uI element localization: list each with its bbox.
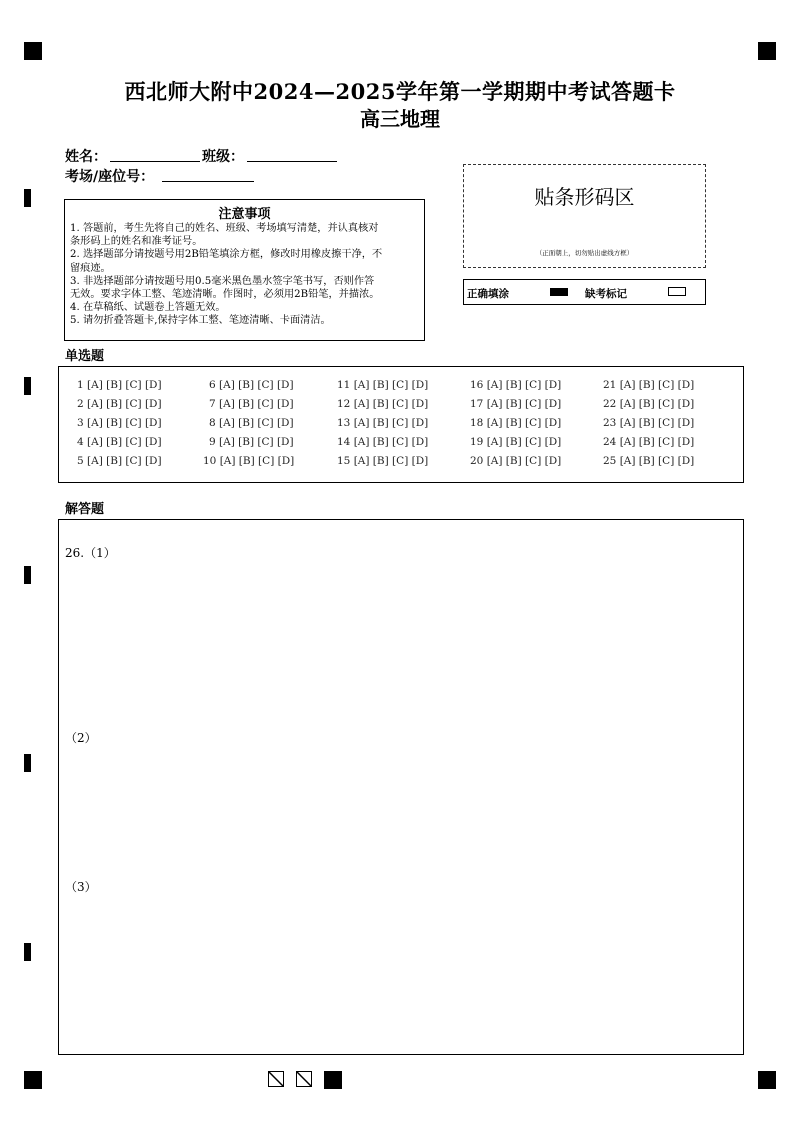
class-field[interactable] bbox=[247, 161, 337, 162]
q26-part3-label: （3） bbox=[65, 880, 97, 894]
name-label: 姓名： bbox=[65, 149, 107, 165]
timing-mark bbox=[24, 943, 31, 961]
correct-fill-sample bbox=[550, 288, 568, 296]
notice-line: 3. 非选择题部分请按题号用0.5毫米黑色墨水签字笔书写，否则作答 bbox=[70, 275, 375, 287]
mc-item[interactable]: 19 [A] [B] [C] [D] bbox=[470, 436, 562, 448]
mc-item[interactable]: 1 [A] [B] [C] [D] bbox=[77, 379, 162, 391]
mc-section-label: 单选题 bbox=[65, 349, 105, 364]
mc-item[interactable]: 6 [A] [B] [C] [D] bbox=[209, 379, 294, 391]
answer-box[interactable] bbox=[58, 519, 744, 1055]
absent-mark-box[interactable] bbox=[668, 287, 686, 296]
notice-box bbox=[64, 199, 425, 341]
q26-part1-label: 26.（1） bbox=[65, 546, 116, 560]
mc-item[interactable]: 25 [A] [B] [C] [D] bbox=[603, 455, 695, 467]
q26-part2-label: （2） bbox=[65, 731, 97, 745]
timing-mark bbox=[24, 754, 31, 772]
mc-item[interactable]: 12 [A] [B] [C] [D] bbox=[337, 398, 429, 410]
timing-mark bbox=[24, 377, 31, 395]
mc-item[interactable]: 2 [A] [B] [C] [D] bbox=[77, 398, 162, 410]
mc-item[interactable]: 3 [A] [B] [C] [D] bbox=[77, 417, 162, 429]
page-hatch-mark bbox=[268, 1071, 284, 1087]
mc-item[interactable]: 23 [A] [B] [C] [D] bbox=[603, 417, 695, 429]
seat-label: 考场/座位号： bbox=[65, 169, 155, 185]
answer-section-label: 解答题 bbox=[65, 502, 105, 517]
mc-item[interactable]: 24 [A] [B] [C] [D] bbox=[603, 436, 695, 448]
timing-mark bbox=[24, 189, 31, 207]
mc-item[interactable]: 18 [A] [B] [C] [D] bbox=[470, 417, 562, 429]
notice-line: 无效。要求字体工整、笔迹清晰。作图时，必须用2B铅笔，并描浓。 bbox=[70, 289, 380, 301]
mc-item[interactable]: 4 [A] [B] [C] [D] bbox=[77, 436, 162, 448]
mc-item[interactable]: 5 [A] [B] [C] [D] bbox=[77, 455, 162, 467]
barcode-note: （正面朝上，切勿贴出虚线方框） bbox=[535, 249, 634, 257]
notice-body bbox=[65, 222, 424, 328]
absent-mark-label: 缺考标记 bbox=[585, 288, 627, 300]
mc-item[interactable]: 22 [A] [B] [C] [D] bbox=[603, 398, 695, 410]
barcode-title: 贴条形码区 bbox=[534, 185, 635, 209]
registration-mark-bottom-left bbox=[24, 1071, 42, 1089]
notice-line: 5. 请勿折叠答题卡,保持字体工整、笔迹清晰、卡面清洁。 bbox=[70, 315, 331, 327]
mc-item[interactable]: 17 [A] [B] [C] [D] bbox=[470, 398, 562, 410]
seat-field[interactable] bbox=[162, 181, 254, 182]
notice-line: 2. 选择题部分请按题号用2B铅笔填涂方框，修改时用橡皮擦干净，不 bbox=[70, 249, 383, 261]
registration-mark-top-left bbox=[24, 42, 42, 60]
mc-item[interactable]: 16 [A] [B] [C] [D] bbox=[470, 379, 562, 391]
page-solid-mark bbox=[324, 1071, 342, 1089]
name-field[interactable] bbox=[110, 161, 200, 162]
mc-item[interactable]: 11 [A] [B] [C] [D] bbox=[337, 379, 429, 391]
timing-mark bbox=[24, 566, 31, 584]
page-hatch-mark bbox=[296, 1071, 312, 1087]
mc-item[interactable]: 7 [A] [B] [C] [D] bbox=[209, 398, 294, 410]
fill-legend bbox=[463, 279, 706, 305]
notice-line: 4. 在草稿纸、试题卷上答题无效。 bbox=[70, 302, 226, 314]
mc-item[interactable]: 9 [A] [B] [C] [D] bbox=[209, 436, 294, 448]
notice-title: 注意事项 bbox=[218, 207, 271, 222]
mc-item[interactable]: 14 [A] [B] [C] [D] bbox=[337, 436, 429, 448]
notice-line: 1. 答题前，考生先将自己的姓名、班级、考场填写清楚，并认真核对 bbox=[70, 223, 379, 234]
mc-item[interactable]: 21 [A] [B] [C] [D] bbox=[603, 379, 695, 391]
mc-item[interactable]: 8 [A] [B] [C] [D] bbox=[209, 417, 294, 429]
mc-item[interactable]: 10 [A] [B] [C] [D] bbox=[203, 455, 295, 467]
page-subtitle: 高三地理 bbox=[360, 107, 440, 131]
class-label: 班级： bbox=[202, 149, 244, 165]
mc-item[interactable]: 20 [A] [B] [C] [D] bbox=[470, 455, 562, 467]
mc-item[interactable]: 13 [A] [B] [C] [D] bbox=[337, 417, 429, 429]
mc-item[interactable]: 15 [A] [B] [C] [D] bbox=[337, 455, 429, 467]
mc-answer-box bbox=[58, 366, 744, 483]
barcode-area bbox=[463, 164, 706, 268]
notice-line: 条形码上的姓名和准考证号。 bbox=[70, 236, 203, 248]
notice-line: 留痕迹。 bbox=[70, 262, 111, 274]
correct-fill-label: 正确填涂 bbox=[467, 288, 509, 300]
registration-mark-top-right bbox=[758, 42, 776, 60]
page-title: 西北师大附中2024—2025学年第一学期期中考试答题卡 bbox=[124, 79, 676, 104]
registration-mark-bottom-right bbox=[758, 1071, 776, 1089]
